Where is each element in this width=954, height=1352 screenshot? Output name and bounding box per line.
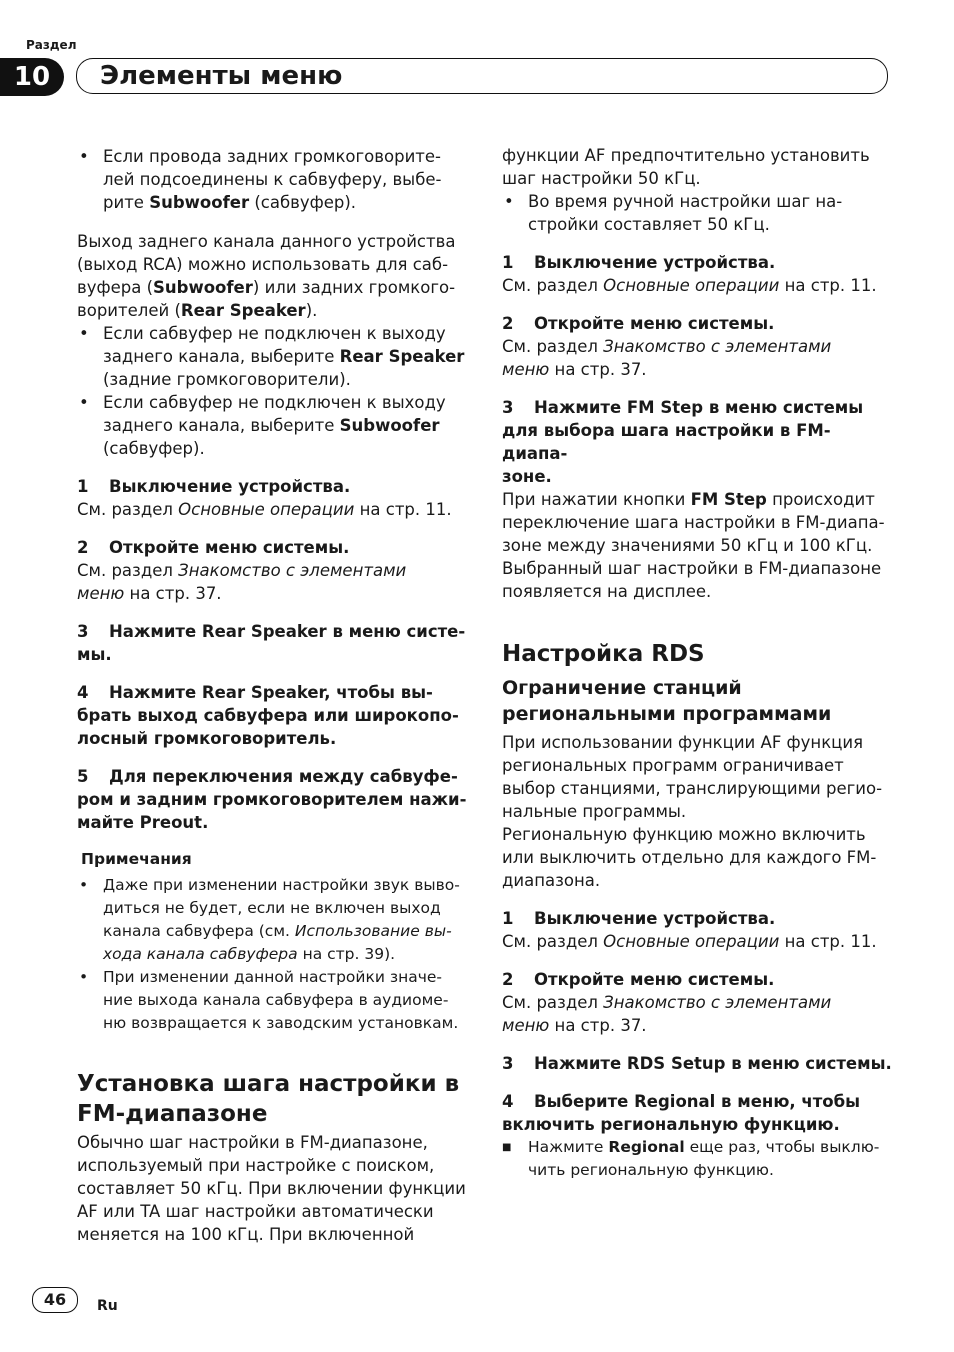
rds-step-2: 2 Откройте меню системы.: [502, 970, 775, 989]
bullet-subwoofer-wires: • Если провода задних громкоговорите- лей подсоединены к сабвуферу, выбе- рите Subwoofer (сабвуфер).: [77, 145, 467, 214]
section-label: Раздел: [26, 38, 77, 52]
step-1-ref: См. раздел Основные операции на стр. 11.: [77, 500, 452, 519]
regional-heading: Ограничение станций региональными программами: [502, 677, 832, 725]
step-2-ref: См. раздел Знакомство с элементами меню на стр. 37.: [77, 561, 407, 603]
note-2: • При изменении данной настройки значе- ние выхода канала сабвуфера в аудиоме- ню возвращается к заводским установкам.: [77, 966, 467, 1035]
chapter-title: Элементы меню: [100, 61, 343, 91]
step-4: 4 Нажмите Rear Speaker, чтобы вы- брать выход сабвуфера или широкопо- лосный громкоговоритель.: [77, 683, 459, 748]
bullet-manual-tuning: • Во время ручной настройки шаг на- стройки составляет 50 кГц.: [502, 190, 894, 236]
notes-title: Примечания: [81, 850, 192, 868]
page-number: 46: [32, 1287, 78, 1313]
rds-step-1-ref: См. раздел Основные операции на стр. 11.: [502, 932, 877, 951]
fm-step-continued: функции AF предпочтительно установить шаг настройки 50 кГц.: [502, 146, 870, 188]
note-1: • Даже при изменении настройки звук выво- диться не будет, если не включен выход канала сабвуфера (см. Использование вы- хода канала сабвуфера на стр. 39).: [77, 874, 467, 966]
step-3: 3 Нажмите Rear Speaker в меню систе- мы.: [77, 622, 466, 664]
fm-step-1-ref: См. раздел Основные операции на стр. 11.: [502, 276, 877, 295]
language-code: Ru: [97, 1298, 118, 1314]
regional-off-note: ■ Нажмите Regional еще раз, чтобы выклю- чить региональную функцию.: [502, 1136, 894, 1182]
bullet-no-subwoofer-sub: • Если сабвуфер не подключен к выходу заднего канала, выберите Subwoofer (сабвуфер).: [77, 391, 467, 460]
fm-step-paragraph: Обычно шаг настройки в FM-диапазоне, используемый при настройке с поиском, составляет 50 кГц. При включении функции AF или TA шаг настройки автоматически меняется на 100 кГц. При включенной: [77, 1133, 466, 1244]
rds-step-1: 1 Выключение устройства.: [502, 909, 776, 928]
rds-step-2-ref: См. раздел Знакомство с элементами меню на стр. 37.: [502, 993, 832, 1035]
bullet-no-subwoofer-rear: • Если сабвуфер не подключен к выходу заднего канала, выберите Rear Speaker (задние громкоговорители).: [77, 322, 467, 391]
fm-step-2-ref: См. раздел Знакомство с элементами меню на стр. 37.: [502, 337, 832, 379]
right-column: [502, 144, 894, 1182]
left-column: [77, 144, 467, 1246]
fm-step-1: 1 Выключение устройства.: [502, 253, 776, 272]
fm-step-2: 2 Откройте меню системы.: [502, 314, 775, 333]
rds-heading: Настройка RDS: [502, 641, 705, 667]
step-5: 5 Для переключения между сабвуфе- ром и задним громкоговорителем нажи- майте Preout.: [77, 767, 467, 832]
rds-step-3: 3 Нажмите RDS Setup в меню системы.: [502, 1054, 892, 1073]
chapter-number: 10: [0, 58, 64, 96]
rear-output-paragraph: Выход заднего канала данного устройства (выход RCA) можно использовать для саб- вуфера (Subwoofer) или задних громкого- ворителей (Rear Speaker).: [77, 232, 456, 320]
step-1: 1 Выключение устройства.: [77, 477, 351, 496]
step-2: 2 Откройте меню системы.: [77, 538, 350, 557]
fm-step-3: 3 Нажмите FM Step в меню системы для выбора шага настройки в FM-диапа- зоне.: [502, 398, 864, 486]
fm-step-heading: Установка шага настройки в FM-диапазоне: [77, 1071, 460, 1127]
fm-step-3-desc: При нажатии кнопки FM Step происходит переключение шага настройки в FM-диапа- зоне между значениями 50 кГц и 100 кГц. Выбранный шаг настройки в FM-диапазоне появляется на дисплее.: [502, 490, 885, 601]
rds-step-4: 4 Выберите Regional в меню, чтобы включить региональную функцию.: [502, 1092, 861, 1134]
regional-paragraph: При использовании функции AF функция региональных программ ограничивает выбор станциями, транслирующими регио- нальные программы. Региональную функцию можно включить или выключить отдельно для каждого FM- диапазона.: [502, 733, 883, 890]
